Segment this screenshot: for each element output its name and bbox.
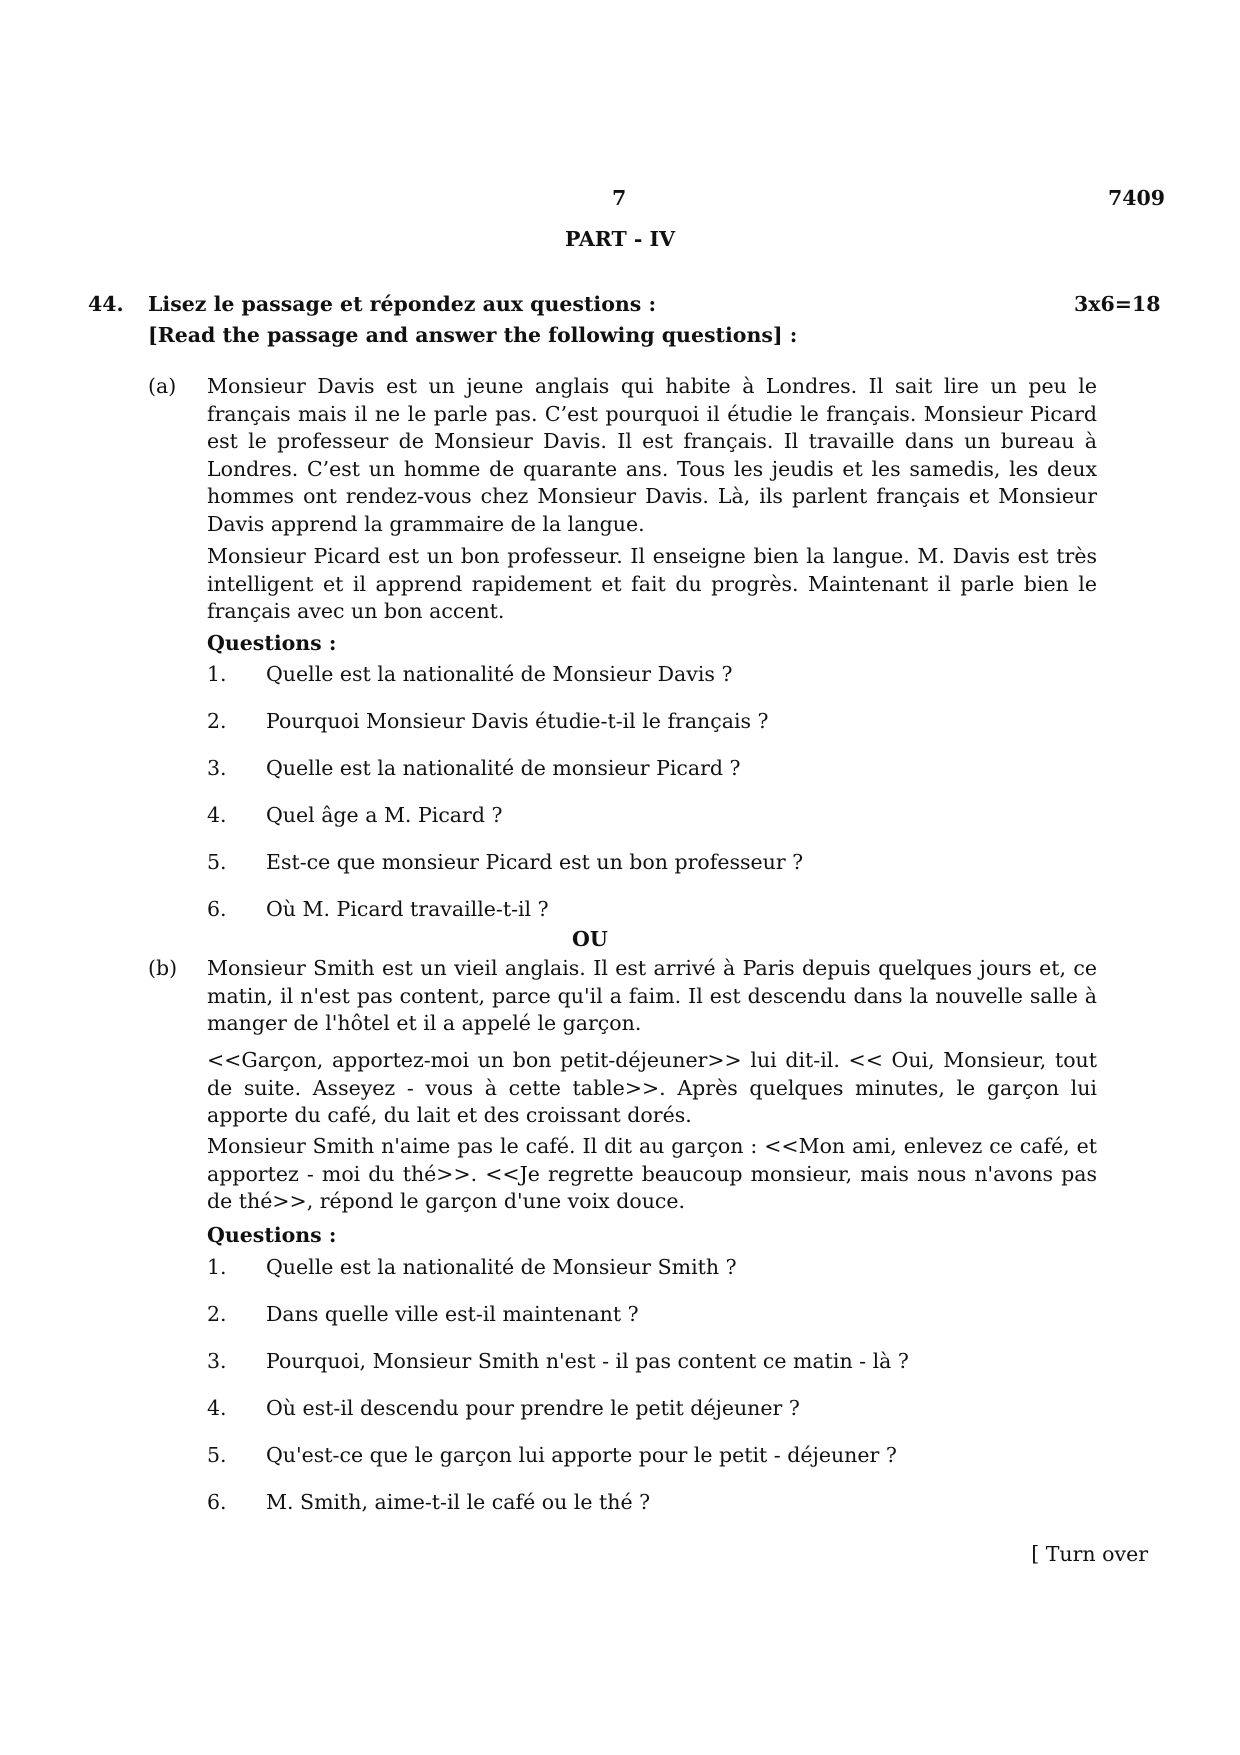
instruction-french: Lisez le passage et répondez aux questions : (148, 292, 657, 316)
section-b-questions-label: Questions : (207, 1223, 337, 1247)
question-number-b4: 4. (207, 1396, 227, 1420)
question-text-b3: Pourquoi, Monsieur Smith n'est - il pas content ce matin - là ? (266, 1349, 909, 1373)
question-text-a6: Où M. Picard travaille-t-il ? (266, 897, 549, 921)
question-text-a1: Quelle est la nationalité de Monsieur Davis ? (266, 662, 733, 686)
question-number-a2: 2. (207, 709, 227, 733)
question-text-b1: Quelle est la nationalité de Monsieur Smith ? (266, 1255, 737, 1279)
question-number: 44. (88, 292, 124, 316)
section-a-label: (a) (148, 374, 177, 398)
section-b-paragraph-3: Monsieur Smith n'aime pas le café. Il dit au garçon : <<Mon ami, enlevez ce café, et apportez - moi du thé>>. <<Je regrette beaucoup monsieur, mais nous n'avons pas de thé>>, répond le garçon d'une voix douce. (207, 1134, 1097, 1213)
paper-code: 7409 (1108, 186, 1166, 210)
section-a-paragraph-1: Monsieur Davis est un jeune anglais qui habite à Londres. Il sait lire un peu le français mais il ne le parle pas. C’est pourquoi il étudie le français. Monsieur Picard est le professeur de Monsieur Davis. Il est français. Il travaille dans un bureau à Londres. C’est un homme de quarante ans. Tous les jeudis et les samedis, les deux hommes ont rendez-vous chez Monsieur Davis. Là, ils parlent français et Monsieur Davis apprend la grammaire de la langue. (207, 374, 1097, 536)
question-number-b2: 2. (207, 1302, 227, 1326)
question-number-a1: 1. (207, 662, 227, 686)
question-number-a6: 6. (207, 897, 227, 921)
or-separator: OU (572, 927, 608, 951)
question-number-b5: 5. (207, 1443, 227, 1467)
question-text-b5: Qu'est-ce que le garçon lui apporte pour le petit - déjeuner ? (266, 1443, 897, 1467)
question-text-a2: Pourquoi Monsieur Davis étudie-t-il le français ? (266, 709, 769, 733)
instruction-english: [Read the passage and answer the following questions] : (148, 323, 798, 347)
marks: 3x6=18 (1074, 292, 1161, 316)
question-number-b3: 3. (207, 1349, 227, 1373)
question-text-a4: Quel âge a M. Picard ? (266, 803, 503, 827)
question-text-b6: M. Smith, aime-t-il le café ou le thé ? (266, 1490, 651, 1514)
question-number-a3: 3. (207, 756, 227, 780)
question-number-a5: 5. (207, 850, 227, 874)
section-b-paragraph-1: Monsieur Smith est un vieil anglais. Il est arrivé à Paris depuis quelques jours et, ce matin, il n'est pas content, parce qu'il a faim. Il est descendu dans la nouvelle salle à manger de l'hôtel et il a appelé le garçon. (207, 956, 1097, 1035)
question-text-a3: Quelle est la nationalité de monsieur Picard ? (266, 756, 741, 780)
question-number-a4: 4. (207, 803, 227, 827)
part-heading: PART - IV (564, 227, 676, 251)
question-text-b4: Où est-il descendu pour prendre le petit déjeuner ? (266, 1396, 800, 1420)
turn-over: [ Turn over (1031, 1542, 1148, 1566)
question-text-a5: Est-ce que monsieur Picard est un bon professeur ? (266, 850, 804, 874)
section-b-label: (b) (148, 956, 178, 980)
section-b-paragraph-2: <<Garçon, apportez-moi un bon petit-déjeuner>> lui dit-il. << Oui, Monsieur, tout de suite. Asseyez - vous à cette table>>. Après quelques minutes, le garçon lui apporte du café, du lait et des croissant dorés. (207, 1048, 1097, 1127)
question-text-b2: Dans quelle ville est-il maintenant ? (266, 1302, 639, 1326)
question-number-b1: 1. (207, 1255, 227, 1279)
section-a-questions-label: Questions : (207, 631, 337, 655)
section-a-paragraph-2: Monsieur Picard est un bon professeur. Il enseigne bien la langue. M. Davis est très intelligent et il apprend rapidement et fait du progrès. Maintenant il parle bien le français avec un bon accent. (207, 544, 1097, 623)
question-number-b6: 6. (207, 1490, 227, 1514)
page-number: 7 (612, 186, 627, 210)
